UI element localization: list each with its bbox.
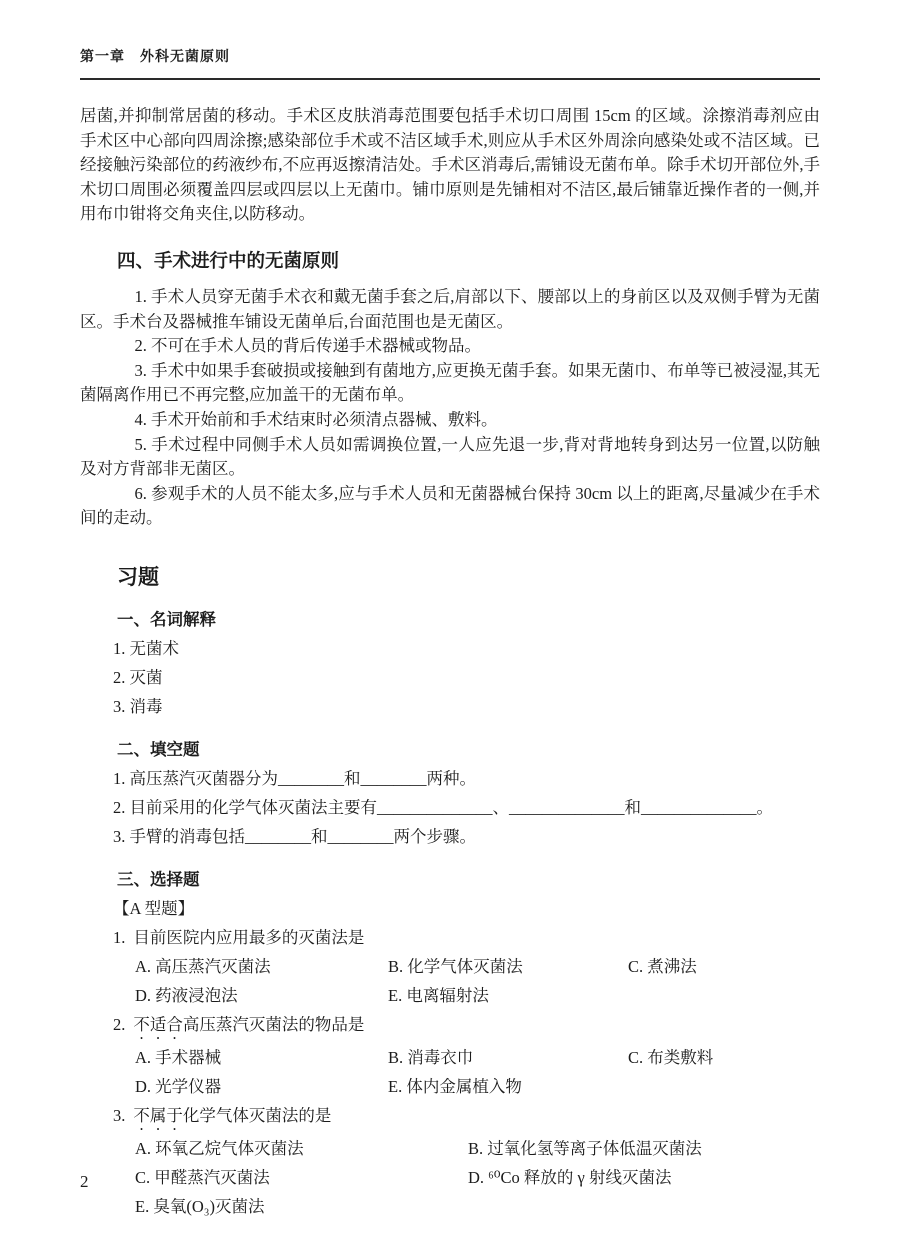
question-number: 3. xyxy=(113,1105,126,1125)
option-c: C. 煮沸法 xyxy=(628,956,697,976)
option-list xyxy=(135,952,820,1010)
option-d: D. ⁶⁰Co 释放的 γ 射线灭菌法 xyxy=(468,1167,672,1187)
option-a: A. 高压蒸汽灭菌法 xyxy=(135,956,271,976)
term-item-2: 2. 灭菌 xyxy=(113,667,163,687)
option-e: E. 臭氧(O₃)灭菌法 xyxy=(135,1196,265,1216)
option-e: E. 电离辐射法 xyxy=(388,985,489,1005)
option-d: D. 光学仪器 xyxy=(135,1076,222,1096)
question-emphasized-text: 不属于 xyxy=(133,1105,183,1125)
intro-paragraph: 居菌,并抑制常居菌的移动。手术区皮肤消毒范围要包括手术切口周围 15cm 的区域。涂擦消毒剂应由手术区中心部向四周涂擦;感染部位手术或不洁区域手术,则应从手术区外周涂向感染处或不洁区域。已经接触污染部位的药液纱布,不应再返擦清洁处。手术区消毒后,需铺设无菌布单。除手术切开部位外,手术切口周围必须覆盖四层或四层以上无菌巾。铺巾原则是先铺相对不洁区,最后铺靠近操作者的一侧,并用布巾钳将交角夹住,以防移动。 xyxy=(80,106,820,224)
numbered-item-5: 5. 手术过程中同侧手术人员如需调换位置,一人应先退一步,背对背地转身到达另一位置,以防触及对方背部非无菌区。 xyxy=(80,434,820,479)
choice-question-2 xyxy=(80,1010,820,1101)
option-c: C. 布类敷料 xyxy=(628,1047,714,1067)
choice-section-heading: 三、选择题 xyxy=(117,870,200,889)
question-stem xyxy=(113,923,820,952)
option-e: E. 体内金属植入物 xyxy=(388,1076,522,1096)
option-list xyxy=(135,1134,820,1221)
numbered-item-6: 6. 参观手术的人员不能太多,应与手术人员和无菌器械台保持 30cm 以上的距离,尽量减少在手术间的走动。 xyxy=(80,483,820,528)
option-b: B. 化学气体灭菌法 xyxy=(388,956,523,976)
question-type-label: 【A 型题】 xyxy=(113,898,195,918)
option-b: B. 消毒衣巾 xyxy=(388,1047,474,1067)
numbered-item-4: 4. 手术开始前和手术结束时必须清点器械、敷料。 xyxy=(134,409,498,429)
option-a: A. 环氧乙烷气体灭菌法 xyxy=(135,1138,304,1158)
question-number: 2. xyxy=(113,1014,126,1034)
numbered-item-2: 2. 不可在手术人员的背后传递手术器械或物品。 xyxy=(134,336,481,356)
question-number: 1. xyxy=(113,927,126,947)
blanks-section-heading: 二、填空题 xyxy=(117,740,200,759)
blank-item-1: 1. 高压蒸汽灭菌器分为________和________两种。 xyxy=(113,768,476,788)
blank-item-3: 3. 手臂的消毒包括________和________两个步骤。 xyxy=(113,826,476,846)
chapter-title: 第一章 外科无菌原则 xyxy=(80,48,230,64)
question-stem-text: 化学气体灭菌法的是 xyxy=(182,1105,332,1125)
blank-item-2: 2. 目前采用的化学气体灭菌法主要有______________、______________和______________。 xyxy=(113,797,773,817)
choice-question-1 xyxy=(80,923,820,1010)
page-header xyxy=(80,46,820,80)
terms-section-heading: 一、名词解释 xyxy=(117,610,216,629)
term-item-3: 3. 消毒 xyxy=(113,696,163,716)
question-stem xyxy=(113,1010,820,1043)
option-a: A. 手术器械 xyxy=(135,1047,222,1067)
option-list xyxy=(135,1043,820,1101)
section-heading: 四、手术进行中的无菌原则 xyxy=(117,249,340,271)
question-stem-text: 高压蒸汽灭菌法的物品是 xyxy=(182,1014,365,1034)
option-d: D. 药液浸泡法 xyxy=(135,985,238,1005)
question-emphasized-text: 不适合 xyxy=(133,1014,183,1034)
numbered-item-3: 3. 手术中如果手套破损或接触到有菌地方,应更换无菌手套。如果无菌巾、布单等已被浸湿,其无菌隔离作用已不再完整,应加盖干的无菌布单。 xyxy=(80,360,820,405)
question-stem xyxy=(113,1101,820,1134)
exercises-heading: 习题 xyxy=(117,565,159,589)
option-b: B. 过氧化氢等离子体低温灭菌法 xyxy=(468,1138,702,1158)
term-item-1: 1. 无菌术 xyxy=(113,638,179,658)
page-number: 2 xyxy=(80,1172,89,1191)
option-c: C. 甲醛蒸汽灭菌法 xyxy=(135,1167,270,1187)
question-stem-text: 目前医院内应用最多的灭菌法是 xyxy=(133,927,365,947)
choice-question-3 xyxy=(80,1101,820,1221)
numbered-item-1: 1. 手术人员穿无菌手术衣和戴无菌手套之后,肩部以下、腰部以上的身前区以及双侧手臂为无菌区。手术台及器械推车铺设无菌单后,台面范围也是无菌区。 xyxy=(80,286,820,331)
